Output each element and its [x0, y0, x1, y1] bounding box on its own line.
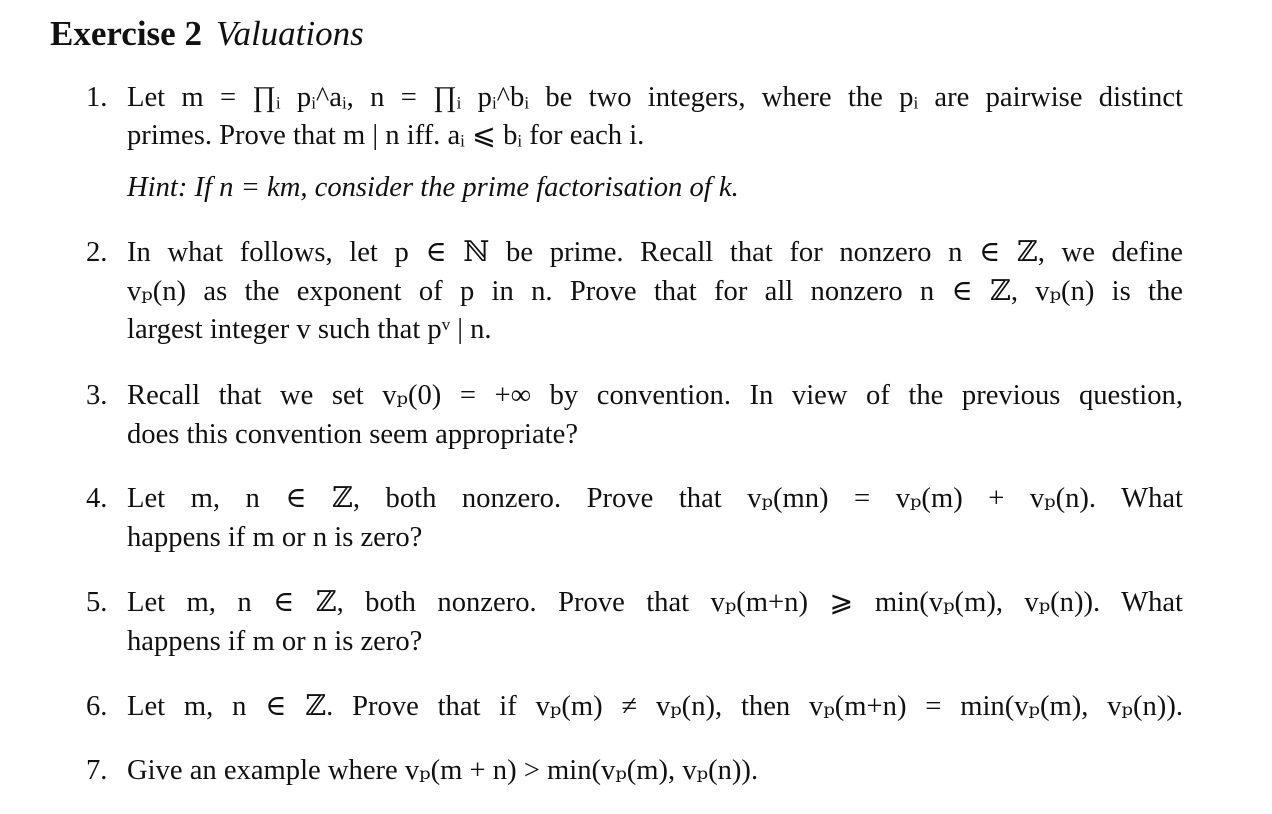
item-text-line: Let m = ∏ᵢ pᵢ^aᵢ, n = ∏ᵢ pᵢ^bᵢ be two integers, where the pᵢ are pairwise distinct	[127, 82, 1183, 113]
item-text-line: happens if m or n is zero?	[127, 522, 423, 553]
item-number: 7.	[86, 755, 108, 786]
exercise-number: Exercise 2	[50, 14, 202, 53]
item-text-line: happens if m or n is zero?	[127, 626, 423, 657]
item-text-line: vₚ(n) as the exponent of p in n. Prove that for all nonzero n ∈ ℤ, vₚ(n) is the	[127, 276, 1183, 307]
item-text-line: Give an example where vₚ(m + n) > min(vₚ(m), vₚ(n)).	[127, 755, 759, 786]
item-text-line: In what follows, let p ∈ ℕ be prime. Recall that for nonzero n ∈ ℤ, we define	[127, 237, 1183, 268]
exercise-title: Valuations	[215, 14, 364, 53]
item-number: 3.	[86, 380, 108, 411]
item-text-line: Let m, n ∈ ℤ, both nonzero. Prove that vₚ(m+n) ⩾ min(vₚ(m), vₚ(n)). What	[127, 587, 1183, 618]
item-text-line: largest integer v such that pᵛ | n.	[127, 314, 492, 345]
item-text-line: Recall that we set vₚ(0) = +∞ by convention. In view of the previous question,	[127, 380, 1183, 411]
hint-text: Hint: If n = km, consider the prime factorisation of k.	[127, 172, 739, 203]
item-number: 5.	[86, 587, 108, 618]
exercise-heading	[50, 12, 364, 56]
item-number: 1.	[86, 82, 108, 113]
item-number: 2.	[86, 237, 108, 268]
item-text-line: Let m, n ∈ ℤ, both nonzero. Prove that vₚ(mn) = vₚ(m) + vₚ(n). What	[127, 483, 1183, 514]
item-text-line: does this convention seem appropriate?	[127, 419, 579, 450]
item-text-line: Let m, n ∈ ℤ. Prove that if vₚ(m) ≠ vₚ(n), then vₚ(m+n) = min(vₚ(m), vₚ(n)).	[127, 691, 1183, 722]
item-number: 4.	[86, 483, 108, 514]
item-number: 6.	[86, 691, 108, 722]
item-text-line: primes. Prove that m | n iff. aᵢ ⩽ bᵢ for each i.	[127, 120, 645, 151]
